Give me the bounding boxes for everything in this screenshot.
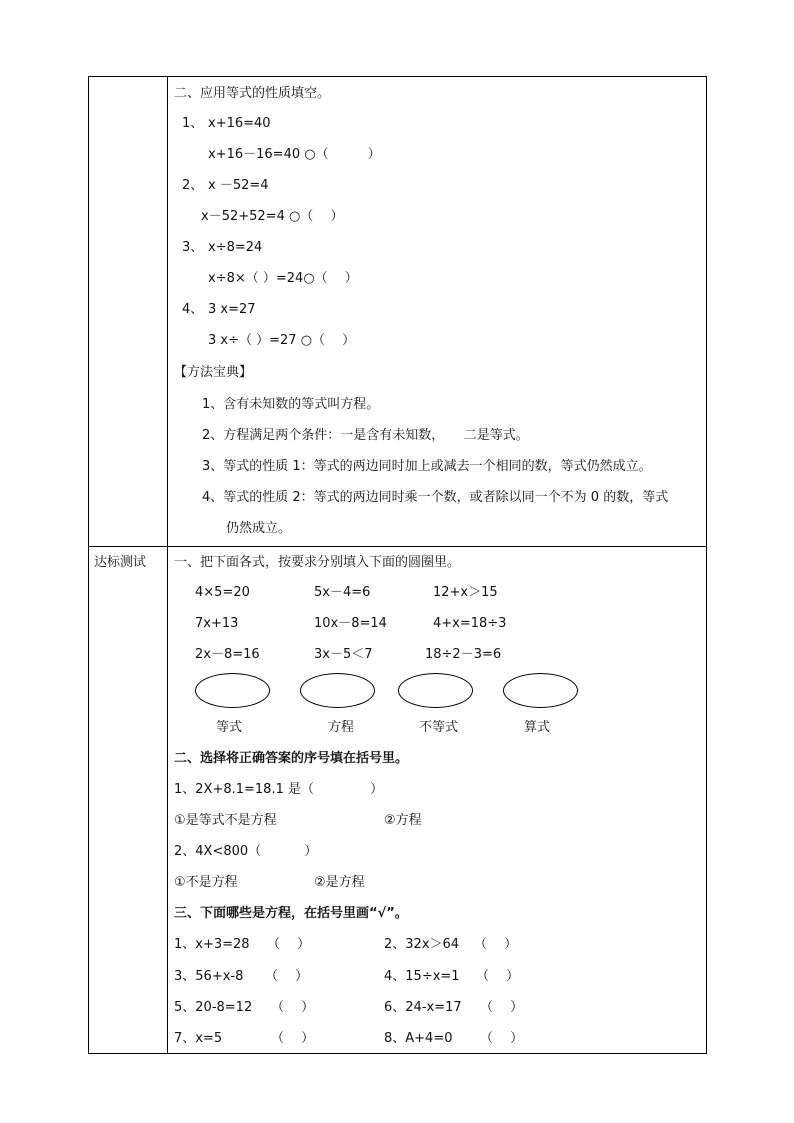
method-4: 4、等式的性质 2：等式的两边同时乘一个数，或者除以同一个不为 0 的数，等式 (202, 490, 669, 505)
q3-eq-8: 8、A+4=0 (384, 1031, 453, 1046)
table-border-right (706, 76, 707, 1054)
q3-bracket-4[interactable]: （ ） (476, 969, 520, 984)
section1-heading: 二、应用等式的性质填空。 (174, 86, 331, 101)
method-2: 2、方程满足两个条件：一是含有未知数， 二是等式。 (202, 428, 529, 443)
q3-eq-3: 3、56+x-8 (174, 969, 244, 984)
q2-title: 二、选择将正确答案的序号填在括号里。 (174, 751, 409, 766)
expr-2-3: 4+x=18÷3 (433, 616, 507, 631)
q3-eq-2: 2、32x＞64 (384, 937, 460, 952)
q3-eq-5: 5、20-8=12 (174, 1000, 253, 1015)
q3-bracket-2[interactable]: （ ） (474, 937, 518, 952)
table-border-top (88, 76, 707, 77)
expr-3-3: 18÷2－3=6 (425, 647, 502, 662)
oval-equation-with-unknown[interactable] (300, 673, 375, 708)
q3-bracket-5[interactable]: （ ） (271, 1000, 315, 1015)
q2-item1-option1: ①是等式不是方程 (174, 813, 277, 828)
expr-3-1: 2x－8=16 (195, 647, 260, 662)
category-inequality: 不等式 (419, 720, 459, 735)
oval-expression[interactable] (503, 673, 578, 708)
category-equation-with-unknown: 方程 (328, 720, 355, 735)
table-column-divider (167, 76, 168, 1054)
q3-eq-6: 6、24-x=17 (384, 1000, 462, 1015)
q2-item2-option2: ②是方程 (314, 875, 365, 890)
q2-item1-option2: ②方程 (384, 813, 422, 828)
item4-label: 4、 (182, 302, 204, 317)
expr-2-1: 7x+13 (195, 616, 239, 631)
q3-bracket-3[interactable]: （ ） (265, 969, 309, 984)
item4-equation: 3 x=27 (208, 302, 256, 317)
method-3: 3、等式的性质 1：等式的两边同时加上或减去一个相同的数，等式仍然成立。 (202, 459, 652, 474)
method-4-cont: 仍然成立。 (226, 521, 292, 536)
expr-2-2: 10x－8=14 (314, 616, 387, 631)
q2-item2-option1: ①不是方程 (174, 875, 238, 890)
method-title: 【方法宝典】 (174, 365, 253, 380)
expr-3-2: 3x－5＜7 (314, 647, 373, 662)
q3-bracket-8[interactable]: （ ） (480, 1031, 524, 1046)
table-border-left (88, 76, 89, 1054)
item4-work: 3 x÷（ ）=27 ○（ ） (208, 333, 356, 348)
q3-bracket-1[interactable]: （ ） (267, 937, 311, 952)
oval-equation[interactable] (195, 673, 270, 708)
category-expression: 算式 (524, 720, 551, 735)
row-label-standard-test: 达标测试 (94, 555, 147, 570)
item1-label: 1、 (182, 116, 204, 131)
item1-equation: x+16=40 (208, 116, 271, 131)
table-row-divider (88, 546, 707, 547)
q2-item2: 2、4X<800（ ） (174, 844, 318, 859)
item2-label: 2、 (182, 178, 204, 193)
oval-inequality[interactable] (398, 673, 473, 708)
expr-1-3: 12+x＞15 (433, 585, 498, 600)
item2-equation: x －52=4 (208, 178, 269, 193)
table-border-bottom (88, 1053, 707, 1054)
q3-bracket-6[interactable]: （ ） (480, 1000, 524, 1015)
q3-eq-7: 7、x=5 (174, 1031, 223, 1046)
item3-work: x÷8×（ ）=24○（ ） (208, 271, 358, 286)
item3-equation: x÷8=24 (208, 240, 263, 255)
method-1: 1、含有未知数的等式叫方程。 (202, 397, 380, 412)
q1-title: 一、把下面各式，按要求分别填入下面的圆圈里。 (174, 555, 461, 570)
q3-eq-1: 1、x+3=28 (174, 937, 250, 952)
category-equation: 等式 (216, 720, 243, 735)
item2-work: x－52+52=4 ○（ ） (201, 209, 344, 224)
q3-title: 三、下面哪些是方程，在括号里画“√”。 (174, 906, 408, 921)
item1-work: x+16－16=40 ○（ ） (208, 147, 381, 162)
item3-label: 3、 (182, 240, 204, 255)
q2-item1: 1、2X+8.1=18.1 是（ ） (174, 782, 384, 797)
q3-bracket-7[interactable]: （ ） (271, 1031, 315, 1046)
expr-1-1: 4×5=20 (195, 585, 250, 600)
q3-eq-4: 4、15÷x=1 (384, 969, 460, 984)
expr-1-2: 5x－4=6 (314, 585, 371, 600)
